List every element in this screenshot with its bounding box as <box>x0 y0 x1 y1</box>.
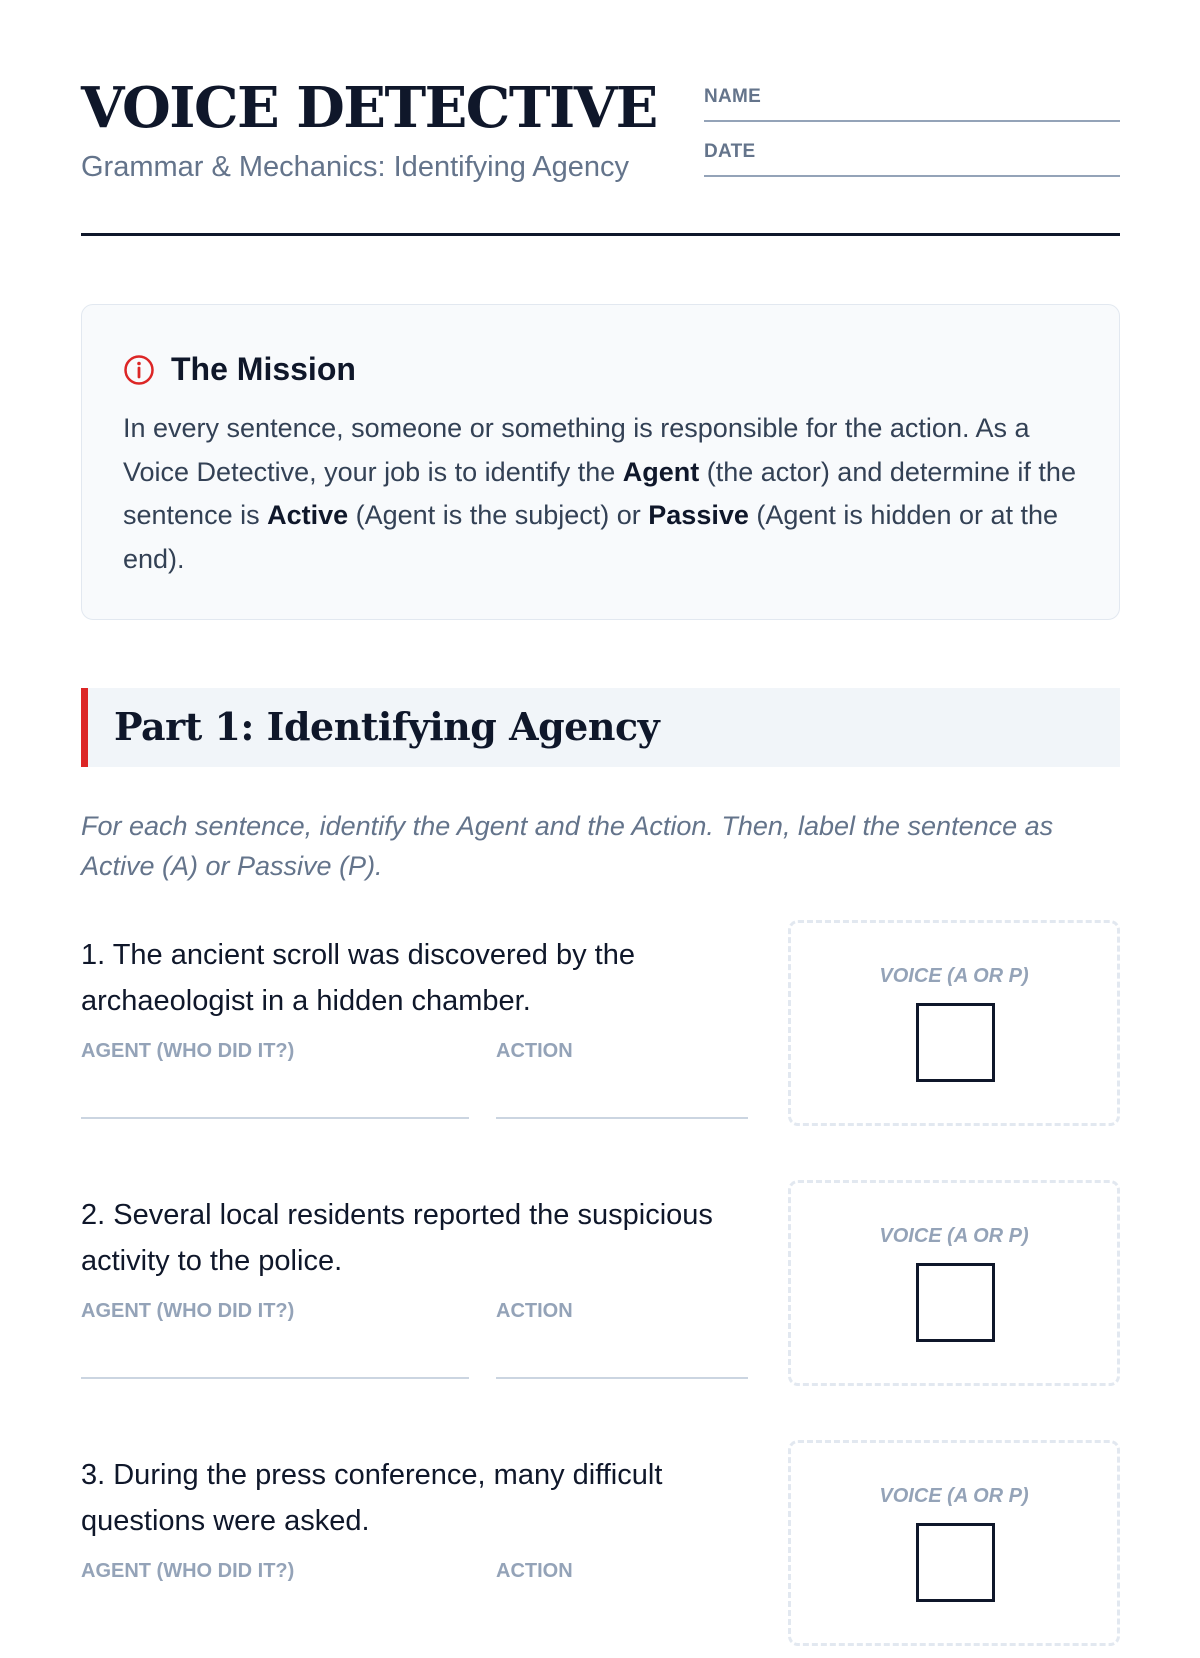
agent-term: Agent <box>622 456 700 487</box>
voice-label: VOICE (A OR P) <box>879 1225 1029 1247</box>
question-text: 1. The ancient scroll was discovered by the archaeologist in a hidden chamber. <box>81 939 635 1017</box>
date-label: DATE <box>704 141 756 162</box>
part-1-instructions: For each sentence, identify the Agent and the Action. Then, label the sentence as Active (A) or Passive (P). <box>81 811 1054 881</box>
agent-answer-line[interactable] <box>81 1117 469 1119</box>
voice-answer-box[interactable] <box>916 1263 995 1342</box>
page-title: VOICE DETECTIVE <box>81 75 657 141</box>
action-label: ACTION <box>496 1040 573 1062</box>
question-1 <box>81 932 1120 1138</box>
agent-answer-line[interactable] <box>81 1377 469 1379</box>
agent-label: AGENT (WHO DID IT?) <box>81 1560 295 1582</box>
mission-description <box>123 407 1083 581</box>
action-answer-line[interactable] <box>496 1377 748 1379</box>
voice-answer-box[interactable] <box>916 1003 995 1082</box>
mission-title: The Mission <box>171 351 356 387</box>
voice-answer-box[interactable] <box>916 1523 995 1602</box>
active-term: Active <box>267 500 349 530</box>
mission-text-part: (Agent is hidden or at the end). <box>123 500 1059 574</box>
worksheet-header <box>81 0 1120 236</box>
part-1-heading <box>81 688 1120 767</box>
name-field[interactable] <box>704 86 1120 122</box>
page-subtitle: Grammar & Mechanics: Identifying Agency <box>81 151 630 183</box>
question-2 <box>81 1192 1120 1398</box>
date-field[interactable] <box>704 141 1120 177</box>
mission-text-part: (the actor) and determine if the sentence is <box>123 456 1076 530</box>
question-3 <box>81 1452 1120 1658</box>
agent-label: AGENT (WHO DID IT?) <box>81 1300 295 1322</box>
voice-box <box>788 1180 1120 1386</box>
question-text: 3. During the press conference, many difficult questions were asked. <box>81 1459 663 1537</box>
name-label: NAME <box>704 86 762 107</box>
voice-label: VOICE (A OR P) <box>879 965 1029 987</box>
voice-box <box>788 920 1120 1126</box>
agent-label: AGENT (WHO DID IT?) <box>81 1040 295 1062</box>
passive-term: Passive <box>648 500 749 530</box>
mission-text-part: In every sentence, someone or something is responsible for the action. As a Voice Detective, your job is to identify the <box>123 413 1030 487</box>
voice-label: VOICE (A OR P) <box>879 1485 1029 1507</box>
mission-box <box>81 304 1120 620</box>
action-label: ACTION <box>496 1300 573 1322</box>
action-label: ACTION <box>496 1560 573 1582</box>
info-icon <box>123 354 155 386</box>
worksheet-page <box>81 0 1120 1582</box>
question-text: 2. Several local residents reported the suspicious activity to the police. <box>81 1199 713 1277</box>
mission-heading <box>123 351 356 388</box>
voice-box <box>788 1440 1120 1646</box>
mission-text-part: (Agent is the subject) or <box>348 500 649 530</box>
part-1-title: Part 1: Identifying Agency <box>114 704 660 749</box>
action-answer-line[interactable] <box>496 1117 748 1119</box>
